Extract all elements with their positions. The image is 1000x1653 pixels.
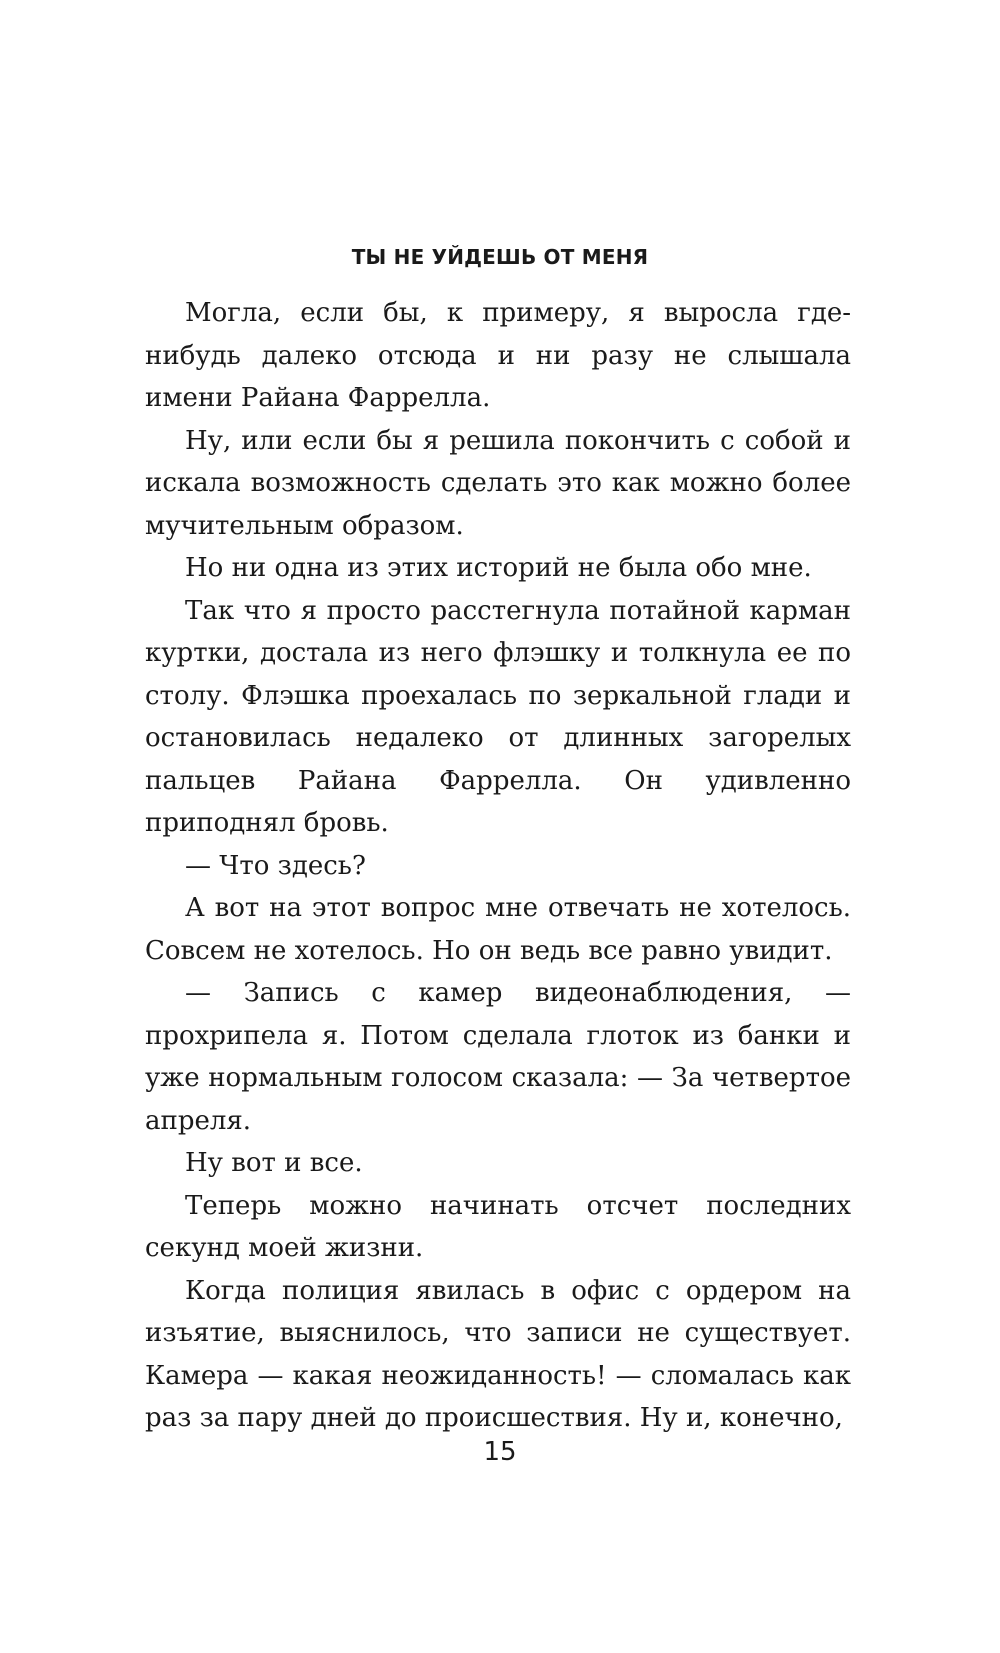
paragraph: Ну вот и все. bbox=[185, 1148, 363, 1178]
paragraph: — Запись с камер видеонаблюдения, — прохрипела я. Потом сделала глоток из банки и уже нормальным голосом сказала: — За четвертое апреля. bbox=[145, 978, 851, 1136]
paragraph: — Что здесь? bbox=[185, 850, 366, 881]
page-number: 15 bbox=[483, 1437, 517, 1467]
body-text bbox=[145, 292, 851, 1440]
running-head: ТЫ НЕ УЙДЕШЬ ОТ МЕНЯ bbox=[351, 245, 649, 269]
paragraph: Так что я просто расстегнула потайной карман куртки, достала из него флэшку и толкнула ее по столу. Флэшка проехалась по зеркальной глади и остановилась недалеко от длинных загорелых пальцев Райана Фаррелла. Он удивленно приподнял бровь. bbox=[145, 595, 851, 838]
paragraph: Но ни одна из этих историй не была обо мне. bbox=[185, 553, 812, 583]
paragraph: А вот на этот вопрос мне отвечать не хотелось. Совсем не хотелось. Но он ведь все равно увидит. bbox=[145, 893, 851, 966]
paragraph: Теперь можно начинать отсчет последних секунд моей жизни. bbox=[145, 1190, 851, 1263]
paragraph: Могла, если бы, к примеру, я выросла где-нибудь далеко отсюда и ни разу не слышала имени Райана Фаррелла. bbox=[145, 298, 851, 413]
paragraph: Ну, или если бы я решила покончить с собой и искала возможность сделать это как можно более мучительным образом. bbox=[145, 425, 851, 541]
paragraph: Когда полиция явилась в офис с ордером на изъятие, выяснилось, что записи не существует. Камера — какая неожиданность! — сломалась как раз за пару дней до происшествия. Ну и, конечно, bbox=[145, 1275, 851, 1433]
